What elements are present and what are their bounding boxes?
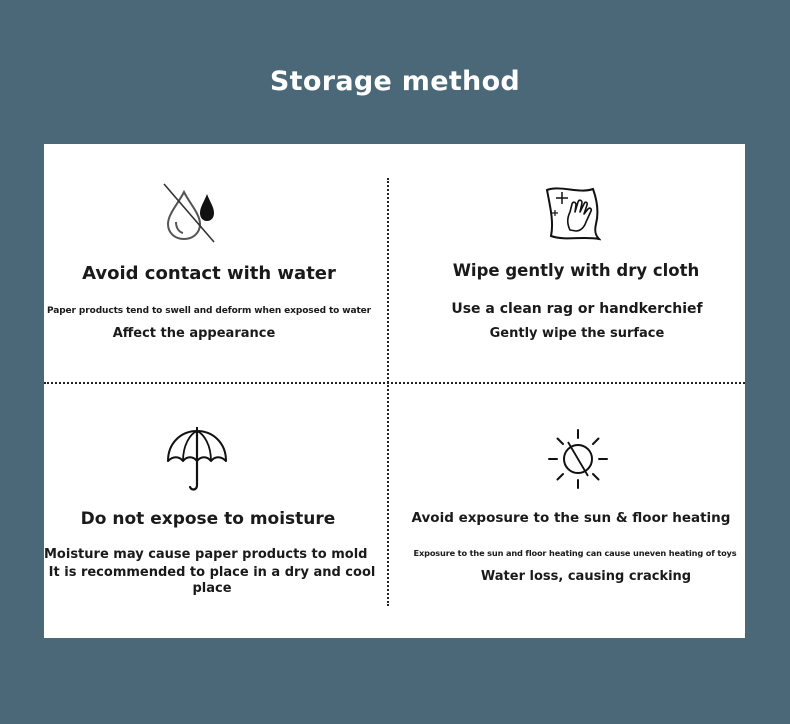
vertical-divider <box>387 178 389 606</box>
cell-line: Water loss, causing cracking <box>480 569 692 584</box>
cell-heading: Do not expose to moisture <box>80 509 336 529</box>
umbrella-icon <box>165 425 229 493</box>
cell-heading: Avoid exposure to the sun & floor heating <box>411 510 731 526</box>
cell-line: It is recommended to place in a dry and cool <box>48 565 376 580</box>
no-sun-icon <box>547 428 609 490</box>
page-title: Storage method <box>269 66 521 97</box>
horizontal-divider <box>44 382 745 384</box>
cell-line: Moisture may cause paper products to mold <box>44 547 368 562</box>
cell-line: place <box>192 581 232 596</box>
cloth-wipe-hand-icon <box>543 186 601 242</box>
no-water-drop-icon <box>162 182 222 244</box>
cell-line: Gently wipe the surface <box>489 326 665 341</box>
cell-heading: Wipe gently with dry cloth <box>452 261 700 280</box>
cell-line: Paper products tend to swell and deform when exposed to water <box>46 306 371 316</box>
storage-panel <box>44 144 745 638</box>
cell-line: Use a clean rag or handkerchief <box>451 301 703 317</box>
cell-line: Affect the appearance <box>112 326 276 341</box>
cell-line: Exposure to the sun and floor heating can cause uneven heating of toys <box>413 548 737 558</box>
cell-heading: Avoid contact with water <box>82 263 336 284</box>
